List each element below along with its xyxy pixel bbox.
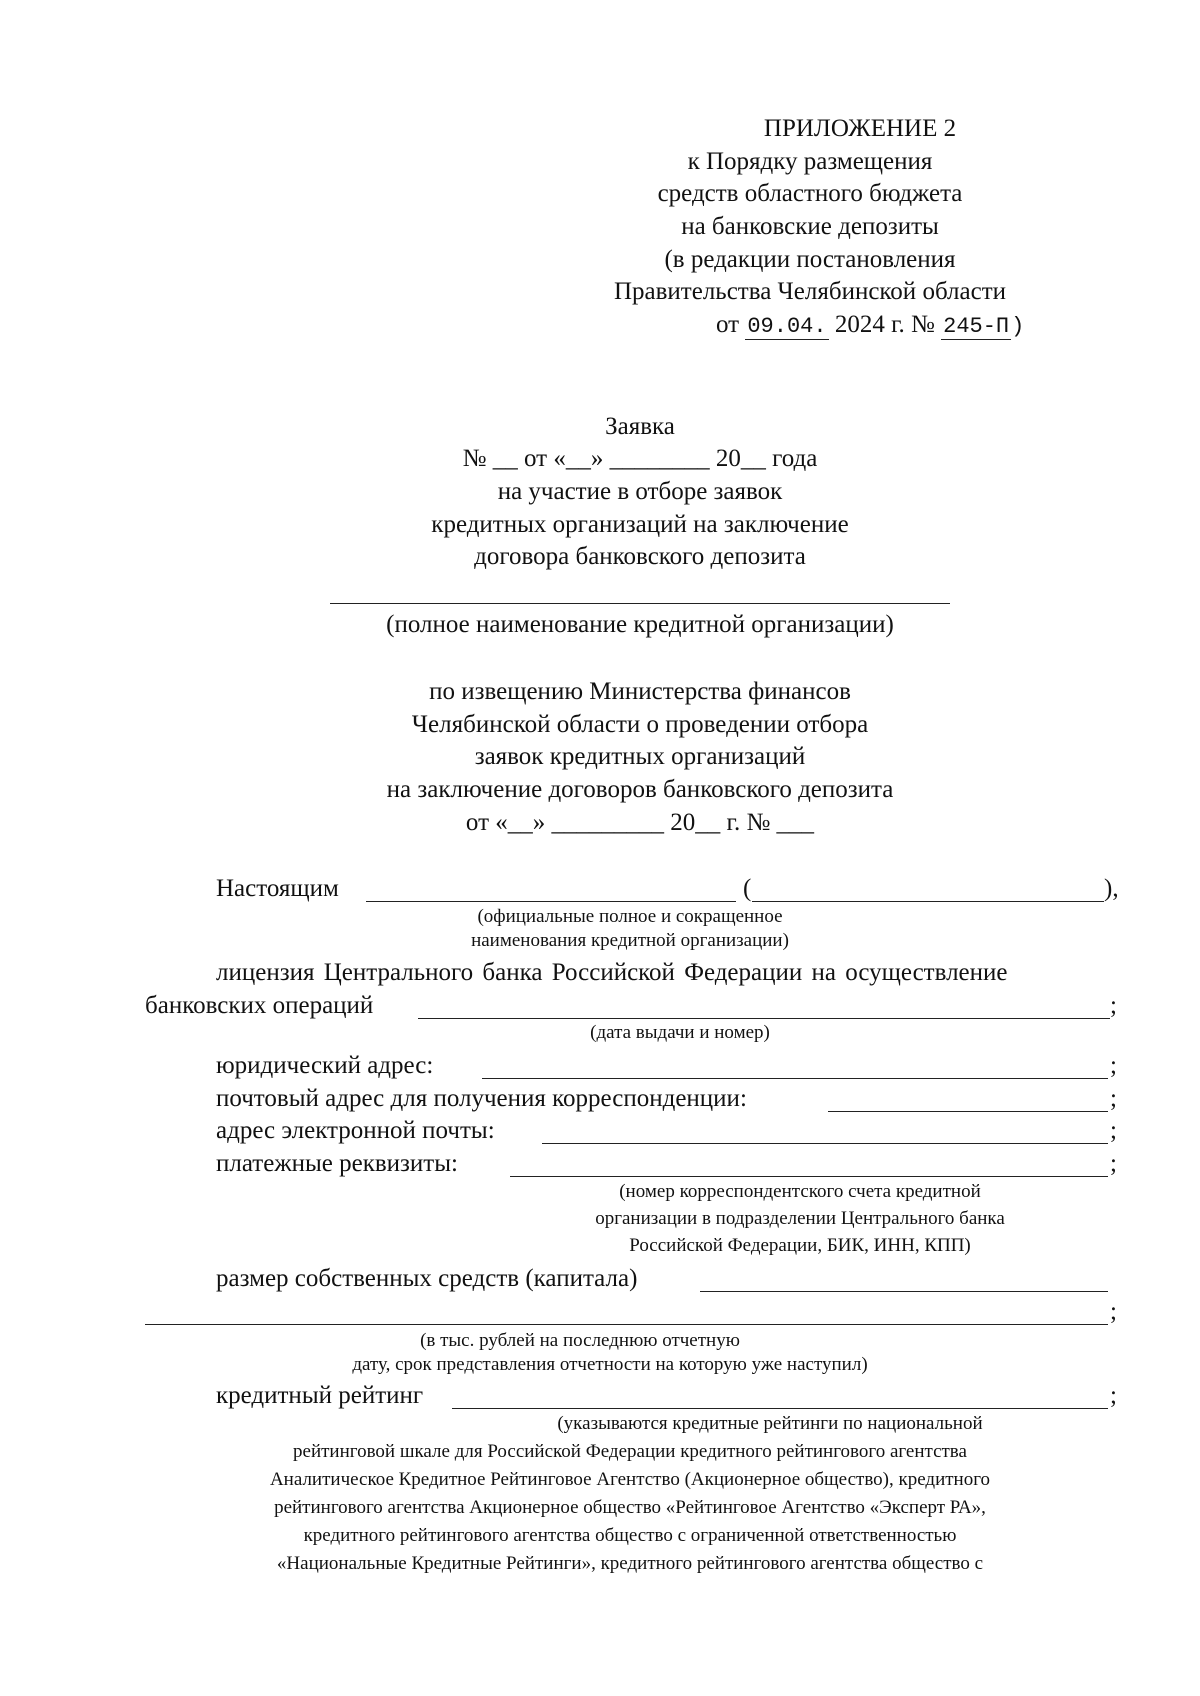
- semicolon: ;: [1110, 992, 1117, 1019]
- open-paren: (: [743, 875, 752, 902]
- application-title: Заявка: [605, 413, 675, 440]
- payment-caption: (номер корреспондентского счета кредитной: [619, 1181, 981, 1202]
- postal-address-label: почтовый адрес для получения корреспонденции:: [216, 1085, 747, 1112]
- org-name-field-line[interactable]: [330, 603, 950, 604]
- short-name-field-line[interactable]: [752, 901, 1104, 902]
- rating-caption: кредитного рейтингового агентства общество с ограниченной ответственностью: [303, 1525, 957, 1546]
- capital-caption: (в тыс. рублей на последнюю отчетную: [420, 1330, 740, 1351]
- payment-field-line[interactable]: [510, 1176, 1108, 1177]
- semicolon: ;: [1110, 1117, 1117, 1144]
- email-label: адрес электронной почты:: [216, 1117, 495, 1144]
- close-paren: ): [1011, 314, 1025, 339]
- capital-label: размер собственных средств (капитала): [216, 1265, 638, 1292]
- header-line: средств областного бюджета: [657, 180, 963, 207]
- close-paren: ),: [1104, 875, 1119, 902]
- rating-label: кредитный рейтинг: [216, 1382, 424, 1409]
- rating-caption: рейтинговой шкале для Российской Федерации кредитного рейтингового агентства: [293, 1441, 967, 1462]
- legal-address-field-line[interactable]: [482, 1078, 1108, 1079]
- payment-label: платежные реквизиты:: [216, 1150, 458, 1177]
- notice-line: по извещению Министерства финансов: [429, 678, 851, 705]
- resolution-date: 09.04.: [747, 314, 827, 339]
- payment-caption: Российской Федерации, БИК, ИНН, КПП): [629, 1235, 971, 1256]
- appendix-title: ПРИЛОЖЕНИЕ 2: [763, 115, 957, 142]
- rating-caption: Аналитическое Кредитное Рейтинговое Агентство (Акционерное общество), кредитного: [269, 1469, 991, 1490]
- names-caption: (официальные полное и сокращенное: [477, 906, 783, 927]
- header-line: Правительства Челябинской области: [613, 278, 1007, 305]
- semicolon: ;: [1110, 1382, 1117, 1409]
- application-line: на участие в отборе заявок: [497, 478, 783, 505]
- application-number-line: № __ от «__» ________ 20__ года: [462, 445, 818, 472]
- license-caption: (дата выдачи и номер): [590, 1022, 770, 1043]
- notice-line: заявок кредитных организаций: [474, 743, 806, 770]
- semicolon: ;: [1110, 1298, 1117, 1325]
- capital-field-line[interactable]: [700, 1291, 1108, 1292]
- rating-field-line[interactable]: [452, 1408, 1108, 1409]
- license-label-line-1: лицензия Центрального банка Российской Федерации на осуществление: [216, 959, 1008, 986]
- date-year: 2024 г. №: [834, 311, 935, 338]
- full-name-field-line[interactable]: [366, 901, 736, 902]
- payment-caption: организации в подразделении Центрального банка: [595, 1208, 1005, 1229]
- resolution-number: 245-П: [943, 314, 1010, 339]
- license-label-line-2: банковских операций: [145, 992, 374, 1019]
- hereby-label: Настоящим: [216, 875, 339, 902]
- semicolon: ;: [1110, 1085, 1117, 1112]
- rating-caption: «Национальные Кредитные Рейтинги», кредитного рейтингового агентства общество с: [276, 1553, 984, 1574]
- capital-caption: дату, срок представления отчетности на которую уже наступил): [352, 1354, 868, 1375]
- notice-line: на заключение договоров банковского депозита: [386, 776, 894, 803]
- notice-line: Челябинской области о проведении отбора: [411, 711, 869, 738]
- resolution-date-line: [716, 309, 1024, 343]
- postal-address-field-line[interactable]: [828, 1111, 1108, 1112]
- email-field-line[interactable]: [542, 1143, 1108, 1144]
- rating-caption: рейтингового агентства Акционерное общество «Рейтинговое Агентство «Эксперт РА»,: [274, 1497, 986, 1518]
- names-caption: наименования кредитной организации): [471, 930, 789, 951]
- capital-field-line-2[interactable]: [145, 1324, 1108, 1325]
- rating-caption: (указываются кредитные рейтинги по национальной: [557, 1413, 983, 1434]
- header-line: на банковские депозиты: [681, 213, 939, 240]
- date-prefix: от: [716, 311, 740, 338]
- application-line: кредитных организаций на заключение: [431, 511, 849, 538]
- header-line: (в редакции постановления: [664, 246, 956, 273]
- semicolon: ;: [1110, 1150, 1117, 1177]
- semicolon: ;: [1110, 1052, 1117, 1079]
- notice-date-line: от «__» _________ 20__ г. № ___: [465, 809, 815, 836]
- org-name-caption: (полное наименование кредитной организации): [386, 611, 894, 638]
- license-field-line[interactable]: [418, 1018, 1110, 1019]
- legal-address-label: юридический адрес:: [216, 1052, 434, 1079]
- header-line: к Порядку размещения: [687, 148, 933, 175]
- application-line: договора банковского депозита: [474, 543, 806, 570]
